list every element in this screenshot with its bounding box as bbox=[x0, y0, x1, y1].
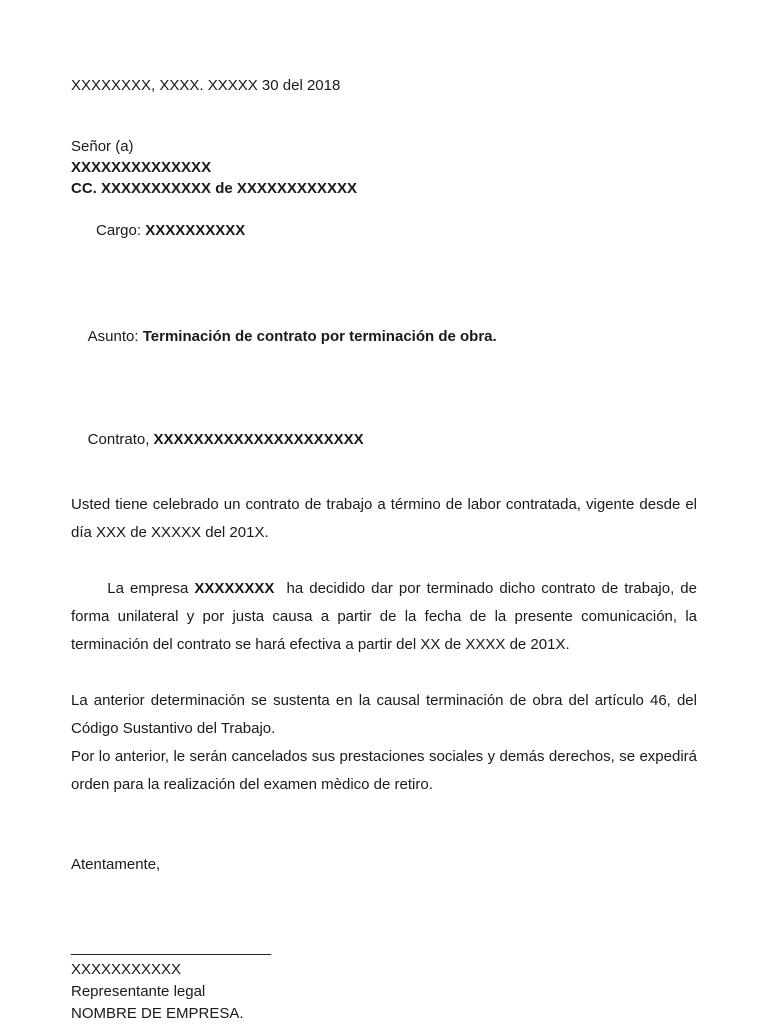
signature-rule: ________________________ bbox=[71, 939, 272, 956]
subject-value: Terminación de contrato por terminación de obra. bbox=[142, 328, 497, 345]
cargo-label: Cargo: bbox=[96, 222, 146, 239]
date-line: XXXXXXXX, XXXX. XXXXX 30 del 2018 bbox=[71, 77, 341, 94]
signature-block bbox=[71, 937, 697, 1025]
recipient-cc: CC. XXXXXXXXXXX de XXXXXXXXXXXX bbox=[71, 180, 357, 197]
recipient-cargo bbox=[71, 199, 697, 262]
body-paragraph-2-post: ha decidido dar por terminado dicho contrato de trabajo, de forma unilateral y por justa causa a partir de la fecha de la presente comunicación, la terminación del contrato se hará efectiva a partir del XX de XXXX de 201X. bbox=[71, 580, 702, 653]
recipient-block bbox=[71, 136, 697, 262]
contract-value: XXXXXXXXXXXXXXXXXXXXX bbox=[153, 431, 364, 448]
closing-line: Atentamente, bbox=[71, 856, 161, 873]
body-paragraph-2-company: XXXXXXXX bbox=[194, 580, 275, 597]
body-paragraph-4: Por lo anterior, le serán cancelados sus prestaciones sociales y demás derechos, se expedirá orden para la realización del examen mèdico de retiro. bbox=[71, 748, 702, 793]
recipient-salutation: Señor (a) bbox=[71, 138, 134, 155]
recipient-name: XXXXXXXXXXXXXX bbox=[71, 159, 212, 176]
subject-label: Asunto: bbox=[87, 328, 143, 345]
letter-body bbox=[71, 491, 702, 799]
subject-line bbox=[71, 305, 697, 368]
body-paragraph-1: Usted tiene celebrado un contrato de trabajo a término de labor contratada, vigente desde el día XXX de XXXXX del 201X. bbox=[71, 496, 702, 541]
body-paragraph-3: La anterior determinación se sustenta en la causal terminación de obra del artículo 46, del Código Sustantivo del Trabajo. bbox=[71, 692, 702, 737]
body-paragraph-2-pre: La empresa bbox=[107, 580, 195, 597]
cargo-value: XXXXXXXXXX bbox=[145, 222, 246, 239]
body-paragraph-2 bbox=[71, 547, 702, 687]
contract-line bbox=[71, 408, 697, 471]
contract-label: Contrato, bbox=[87, 431, 154, 448]
signature-company: NOMBRE DE EMPRESA. bbox=[71, 1005, 244, 1022]
signature-name: XXXXXXXXXXX bbox=[71, 961, 182, 978]
signature-title: Representante legal bbox=[71, 983, 206, 1000]
